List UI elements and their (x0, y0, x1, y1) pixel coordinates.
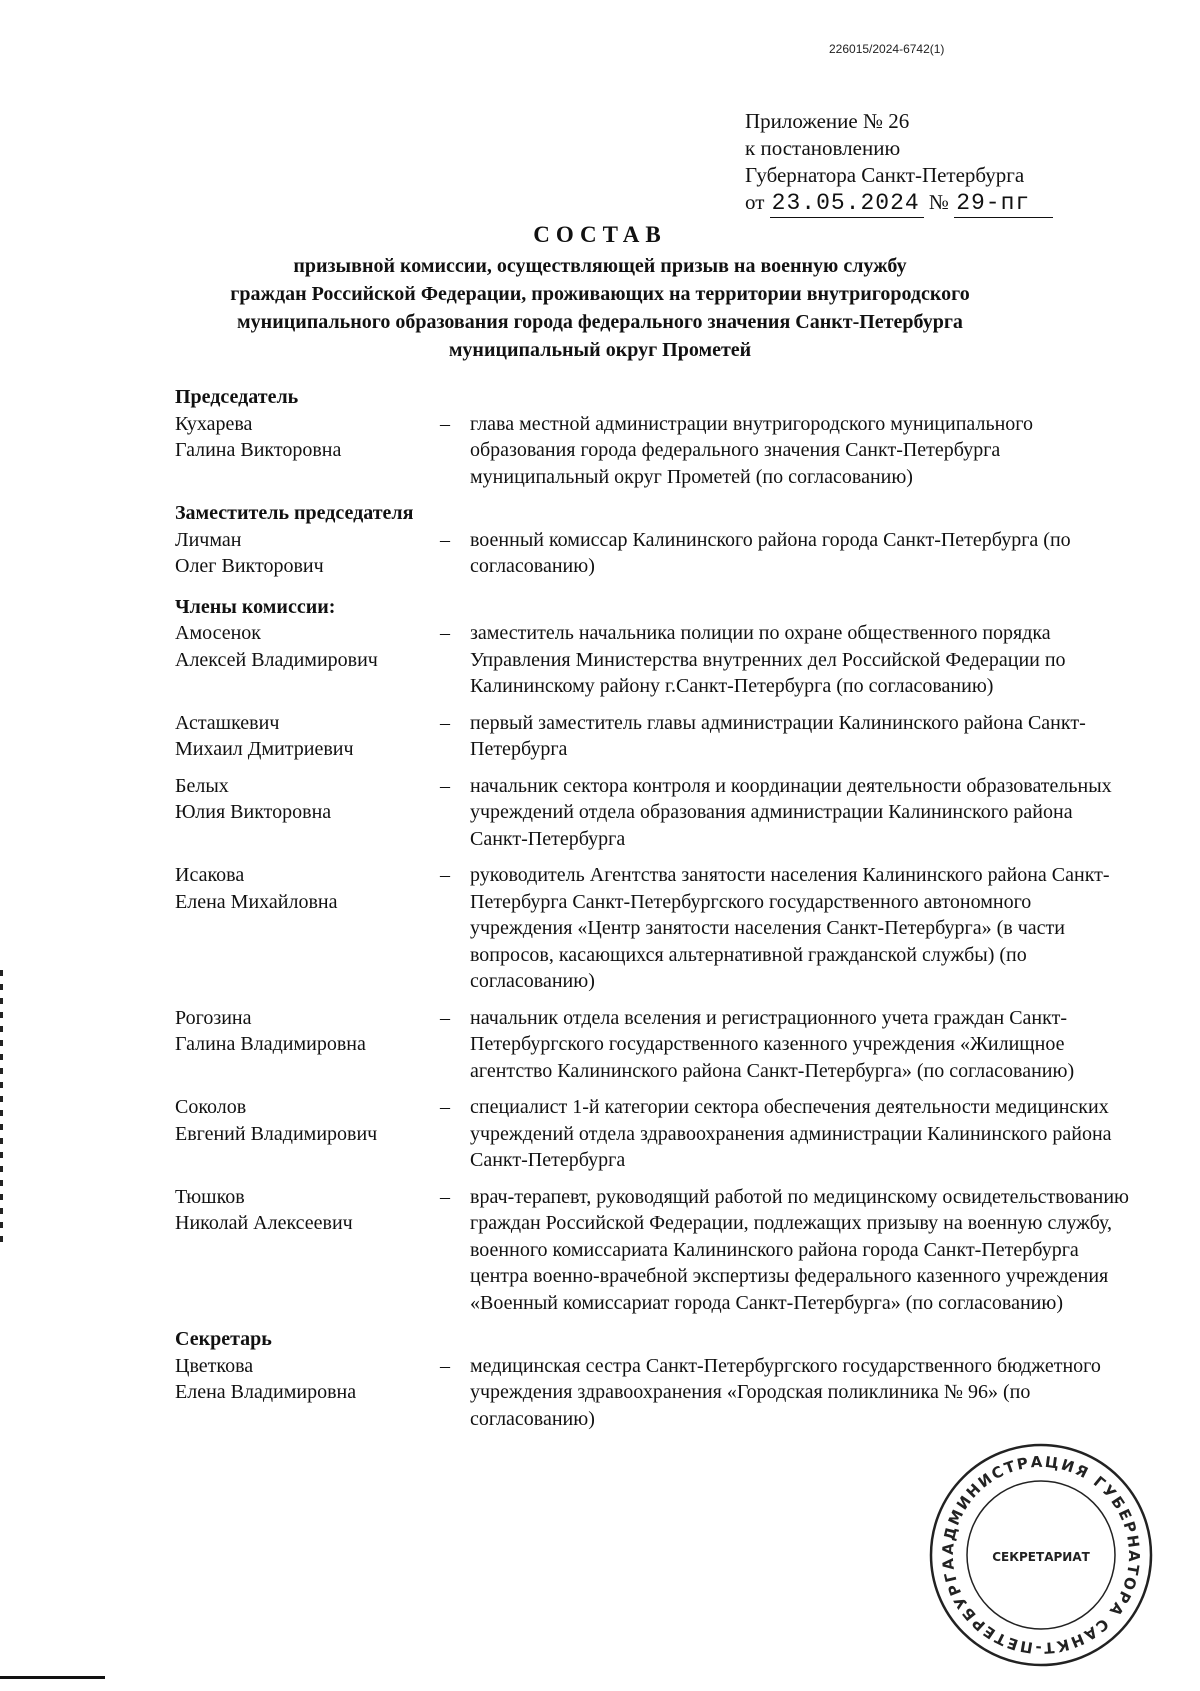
position-description: врач-терапевт, руководящий работой по медицинскому освидетельствованию граждан Российской Федерации, подлежащих призыву на военную службу, военного комиссариата Калининского района города Санкт-Петербурга центра военно-врачебной экспертизы федерального казенного учреждения «Военный комиссариат города Санкт-Петербурга» (по согласованию) (470, 1185, 1129, 1314)
given-names: Галина Владимировна (175, 1033, 366, 1055)
member-entry (175, 862, 1135, 995)
title-line-4: муниципальный округ Прометей (448, 339, 752, 361)
decree-number: 29-пг (954, 190, 1053, 218)
position-description: руководитель Агентства занятости населения Калининского района Санкт-Петербурга Санкт-Петербургского государственного автономного учреждения «Центр занятости населения Санкт-Петербурга» (в части вопросов, касающихся альтернативной гражданской службы) (по согласованию) (470, 864, 1110, 992)
deputy-entry (175, 527, 1135, 580)
scan-edge-marks (0, 970, 3, 1250)
stamp-ring-text: АДМИНИСТРАЦИЯ ГУБЕРНАТОРА САНКТ-ПЕТЕРБУРГА (938, 1452, 1144, 1658)
secretary-entry (175, 1353, 1135, 1433)
person-name (175, 1353, 440, 1433)
position-description: военный комиссар Калининского района города Санкт-Петербурга (по согласованию) (470, 528, 1071, 577)
official-stamp (926, 1440, 1156, 1670)
member-entry (175, 1184, 1135, 1317)
dash: – (440, 864, 450, 886)
member-entry (175, 710, 1135, 763)
document-title (0, 222, 1200, 364)
given-names: Галина Викторовна (175, 439, 342, 461)
member-entry (175, 620, 1135, 700)
dash: – (440, 1354, 450, 1377)
dash: – (440, 622, 450, 644)
position-description: начальник сектора контроля и координации деятельности образовательных учреждений отдела образования администрации Калининского района Санкт-Петербурга (470, 774, 1112, 850)
dash: – (440, 1006, 450, 1029)
given-names: Олег Викторович (175, 555, 324, 577)
dash: – (440, 711, 450, 734)
member-entry (175, 773, 1135, 853)
commission-list (175, 384, 1135, 1442)
document-number: 226015/2024-6742(1) (829, 42, 945, 56)
appendix-line-2: к постановлению (745, 136, 901, 160)
person-name (175, 1184, 440, 1317)
appendix-line-3: Губернатора Санкт-Петербурга (745, 163, 1025, 187)
date-prefix: от (745, 190, 765, 214)
surname: Кухарева (175, 412, 253, 435)
position-description: заместитель начальника полиции по охране общественного порядка Управления Министерства внутренних дел Российской Федерации по Калининскому району г.Санкт-Петербурга (по согласованию) (470, 622, 1066, 697)
dash: – (440, 1096, 450, 1118)
secretary-heading: Секретарь (175, 1328, 272, 1350)
given-names: Елена Михайловна (175, 890, 338, 913)
appendix-line-1: Приложение № 26 (745, 109, 910, 133)
surname: Рогозина (175, 1006, 252, 1029)
surname: Тюшков (175, 1185, 245, 1208)
scan-bottom-line (0, 1676, 105, 1679)
person-name (175, 773, 440, 853)
chairman-heading: Председатель (175, 386, 299, 408)
members-heading: Члены комиссии: (175, 595, 336, 618)
stamp-center-text: СЕКРЕТАРИАТ (992, 1550, 1090, 1564)
person-name (175, 411, 440, 491)
given-names: Юлия Викторовна (175, 801, 332, 823)
dash: – (440, 1185, 450, 1208)
person-name (175, 862, 440, 995)
person-name (175, 1094, 440, 1174)
dash: – (440, 412, 450, 435)
position-description: начальник отдела вселения и регистрационного учета граждан Санкт-Петербургского государственного казенного учреждения «Жилищное агентство Калининского района Санкт-Петербурга» (по согласованию) (470, 1006, 1075, 1082)
number-prefix: № (928, 190, 949, 214)
given-names: Алексей Владимирович (175, 648, 378, 671)
surname: Исакова (175, 864, 245, 886)
position-description: глава местной администрации внутригородского муниципального образования города федерального значения Санкт-Петербурга муниципальный округ Прометей (по согласованию) (470, 412, 1033, 488)
given-names: Николай Алексеевич (175, 1212, 353, 1234)
given-names: Елена Владимировна (175, 1381, 357, 1403)
dash: – (440, 528, 450, 551)
surname: Соколов (175, 1096, 247, 1118)
title-line-2: граждан Российской Федерации, проживающих на территории внутригородского (230, 283, 970, 305)
person-name (175, 1005, 440, 1085)
surname: Белых (175, 774, 229, 797)
person-name (175, 710, 440, 763)
decree-date: 23.05.2024 (770, 190, 924, 218)
surname: Асташкевич (175, 711, 280, 734)
appendix-date-line (745, 189, 1053, 218)
deputy-heading: Заместитель председателя (175, 502, 414, 524)
position-description: специалист 1-й категории сектора обеспечения деятельности медицинских учреждений отдела здравоохранения администрации Калининского района Санкт-Петербурга (470, 1096, 1112, 1171)
surname: Амосенок (175, 622, 262, 644)
appendix-block (745, 108, 1053, 218)
position-description: медицинская сестра Санкт-Петербургского государственного бюджетного учреждения здравоохранения «Городская поликлиника № 96» (по согласованию) (470, 1354, 1101, 1430)
title-line-3: муниципального образования города федерального значения Санкт-Петербурга (237, 311, 963, 333)
chairman-entry (175, 411, 1135, 491)
dash: – (440, 774, 450, 797)
member-entry (175, 1005, 1135, 1085)
surname: Личман (175, 528, 242, 551)
title-heading: СОСТАВ (533, 222, 667, 247)
title-line-1: призывной комиссии, осуществляющей призыв на военную службу (293, 255, 907, 277)
given-names: Евгений Владимирович (175, 1122, 378, 1145)
position-description: первый заместитель главы администрации Калининского района Санкт-Петербурга (470, 711, 1086, 760)
member-entry (175, 1094, 1135, 1174)
person-name (175, 527, 440, 580)
person-name (175, 620, 440, 700)
surname: Цветкова (175, 1354, 254, 1377)
given-names: Михаил Дмитриевич (175, 738, 354, 760)
